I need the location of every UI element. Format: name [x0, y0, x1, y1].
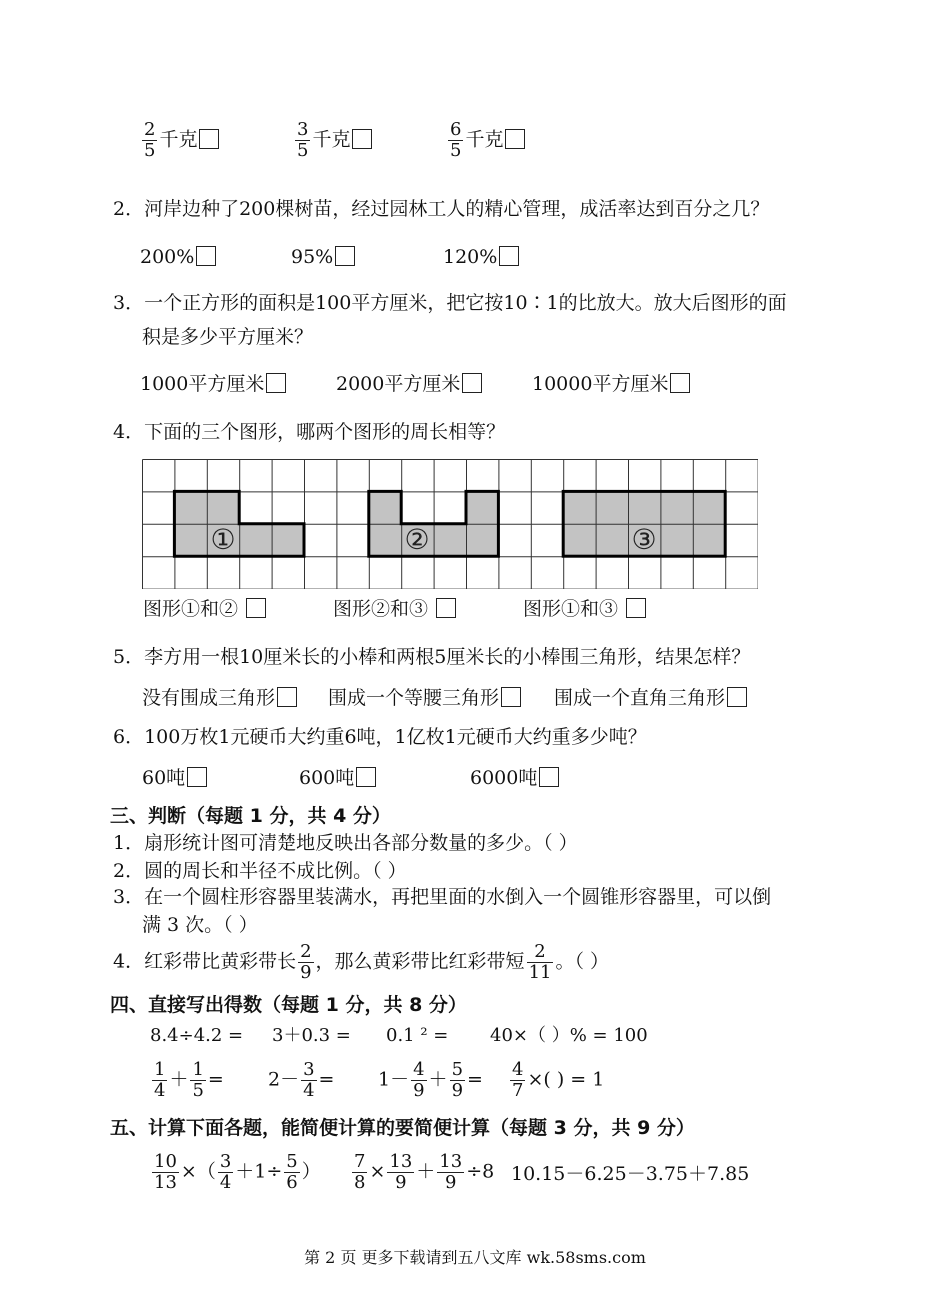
answer-checkbox[interactable] [539, 767, 559, 787]
fraction: $\frac{2}{5}$ [144, 119, 156, 161]
q2-text: 2．河岸边种了200棵树苗，经过园林工人的精心管理，成活率达到百分之几？ [113, 198, 770, 220]
q3-option-3: 10000平方厘米 [532, 372, 690, 396]
answer-checkbox[interactable] [277, 687, 297, 707]
answer-checkbox[interactable] [436, 598, 456, 618]
q4-option-2: 图形②和③ [333, 597, 456, 621]
q3-text-line1: 3．一个正方形的面积是100平方厘米，把它按10∶1的比放大。放大后图形的面 [113, 292, 787, 314]
judge-item-1: 1．扇形统计图可清楚地反映出各部分数量的多少。（ ） [113, 832, 578, 854]
fraction: $\frac{4}{9}$ [413, 1059, 425, 1101]
unit-label: 千克 [465, 128, 504, 151]
q1-option-2 [293, 120, 372, 161]
q6-option-2: 600吨 [299, 766, 376, 790]
q4-text: 4．下面的三个图形，哪两个图形的周长相等？ [113, 421, 506, 443]
unit-label: 千克 [159, 128, 198, 151]
answer-checkbox[interactable] [335, 246, 355, 266]
section3-title: 三、判断（每题 1 分，共 4 分） [110, 805, 391, 827]
calc-7: 1－ $\frac{4}{9}$ ＋ $\frac{5}{9}$ = [378, 1059, 483, 1101]
q4-option-1: 图形①和② [143, 597, 266, 621]
section4-title: 四、直接写出得数（每题 1 分，共 8 分） [110, 994, 467, 1016]
unit-label: 千克 [312, 128, 351, 151]
q5-option-3: 围成一个直角三角形 [554, 686, 747, 710]
answer-checkbox[interactable] [199, 129, 219, 149]
fraction: $\frac{5}{9}$ [451, 1059, 464, 1101]
q5-option-1: 没有围成三角形 [142, 686, 297, 710]
answer-checkbox[interactable] [352, 129, 372, 149]
fraction: $\frac{10}{13}$ [154, 1151, 177, 1193]
q2-option-2: 95% [291, 245, 355, 269]
judge-item-3-line1: 3．在一个圆柱形容器里装满水，再把里面的水倒入一个圆锥形容器里，可以倒 [113, 886, 772, 908]
q2-option-1: 200% [140, 245, 216, 269]
calc-6: 2－ $\frac{3}{4}$ = [268, 1059, 335, 1101]
answer-checkbox[interactable] [626, 598, 646, 618]
fraction: $\frac{3}{4}$ [303, 1059, 315, 1101]
answer-checkbox[interactable] [196, 246, 216, 266]
fraction: $\frac{2}{9}$ [300, 941, 312, 983]
q3-option-1: 1000平方厘米 [140, 372, 286, 396]
grid-figure [142, 459, 758, 589]
answer-checkbox[interactable] [266, 373, 286, 393]
answer-checkbox[interactable] [501, 687, 521, 707]
fraction: $\frac{7}{8}$ [354, 1151, 366, 1193]
q1-option-1 [140, 120, 219, 161]
expr-3: 10.15－6.25－3.75＋7.85 [511, 1163, 750, 1185]
fraction: $\frac{1}{4}$ [154, 1059, 166, 1101]
fraction: $\frac{3}{5}$ [297, 119, 309, 161]
shape-label-2: ② [404, 523, 430, 556]
judge-item-3-line2: 满 3 次。（ ） [142, 914, 258, 936]
page-footer: 第 2 页 更多下载请到五八文库 wk.58sms.com [304, 1248, 646, 1267]
calc-3: 0.1 ² = [386, 1025, 449, 1046]
answer-checkbox[interactable] [187, 767, 207, 787]
calc-8: $\frac{4}{7}$ ×( ) = 1 [512, 1059, 605, 1101]
answer-checkbox[interactable] [356, 767, 376, 787]
q3-option-2: 2000平方厘米 [336, 372, 482, 396]
q3-text-line2: 积是多少平方厘米？ [142, 326, 314, 348]
q6-text: 6．100万枚1元硬币大约重6吨，1亿枚1元硬币大约重多少吨？ [113, 726, 647, 748]
expr-1: $\frac{10}{13}$ ×（ $\frac{3}{4}$ ＋1÷ $\frac{5}{6}$ ） [154, 1151, 321, 1193]
calc-2: 3＋0.3 = [272, 1025, 351, 1046]
q4-option-3: 图形①和③ [523, 597, 646, 621]
fraction: $\frac{13}{9}$ [439, 1151, 463, 1193]
calc-4: 40×（ ）% = 100 [490, 1025, 648, 1046]
q1-option-3 [446, 120, 525, 161]
calc-1: 8.4÷4.2 = [150, 1025, 244, 1046]
answer-checkbox[interactable] [670, 373, 690, 393]
q5-option-2: 围成一个等腰三角形 [328, 686, 521, 710]
fraction: $\frac{13}{9}$ [389, 1151, 413, 1193]
fraction: $\frac{4}{7}$ [512, 1059, 524, 1101]
answer-checkbox[interactable] [505, 129, 525, 149]
answer-checkbox[interactable] [246, 598, 266, 618]
q6-option-3: 6000吨 [470, 766, 559, 790]
expr-2: $\frac{7}{8}$ × $\frac{13}{9}$ ＋ $\frac{13}{9}$ ÷8 [354, 1151, 495, 1193]
answer-checkbox[interactable] [499, 246, 519, 266]
fraction: $\frac{3}{4}$ [219, 1151, 232, 1193]
q2-option-3: 120% [443, 245, 519, 269]
judge-item-2: 2．圆的周长和半径不成比例。（ ） [113, 860, 407, 882]
q5-text: 5．李方用一根10厘米长的小棒和两根5厘米长的小棒围三角形，结果怎样？ [113, 646, 751, 668]
judge-item-4: 4．红彩带比黄彩带长 $\frac{2}{9}$ ，那么黄彩带比红彩带短 $\frac{2}{11}$ 。（ ） [113, 941, 610, 983]
shape-label-3: ③ [631, 523, 657, 556]
shape-label-1: ① [210, 523, 236, 556]
answer-checkbox[interactable] [727, 687, 747, 707]
calc-5: $\frac{1}{4}$ ＋ $\frac{1}{5}$ = [154, 1059, 224, 1101]
fraction: $\frac{5}{6}$ [286, 1151, 298, 1193]
answer-checkbox[interactable] [462, 373, 482, 393]
fraction: $\frac{6}{5}$ [450, 119, 462, 161]
q6-option-1: 60吨 [142, 766, 207, 790]
fraction: $\frac{1}{5}$ [192, 1059, 204, 1101]
fraction: $\frac{2}{11}$ [528, 941, 552, 983]
section5-title: 五、计算下面各题，能简便计算的要简便计算（每题 3 分，共 9 分） [110, 1117, 695, 1139]
